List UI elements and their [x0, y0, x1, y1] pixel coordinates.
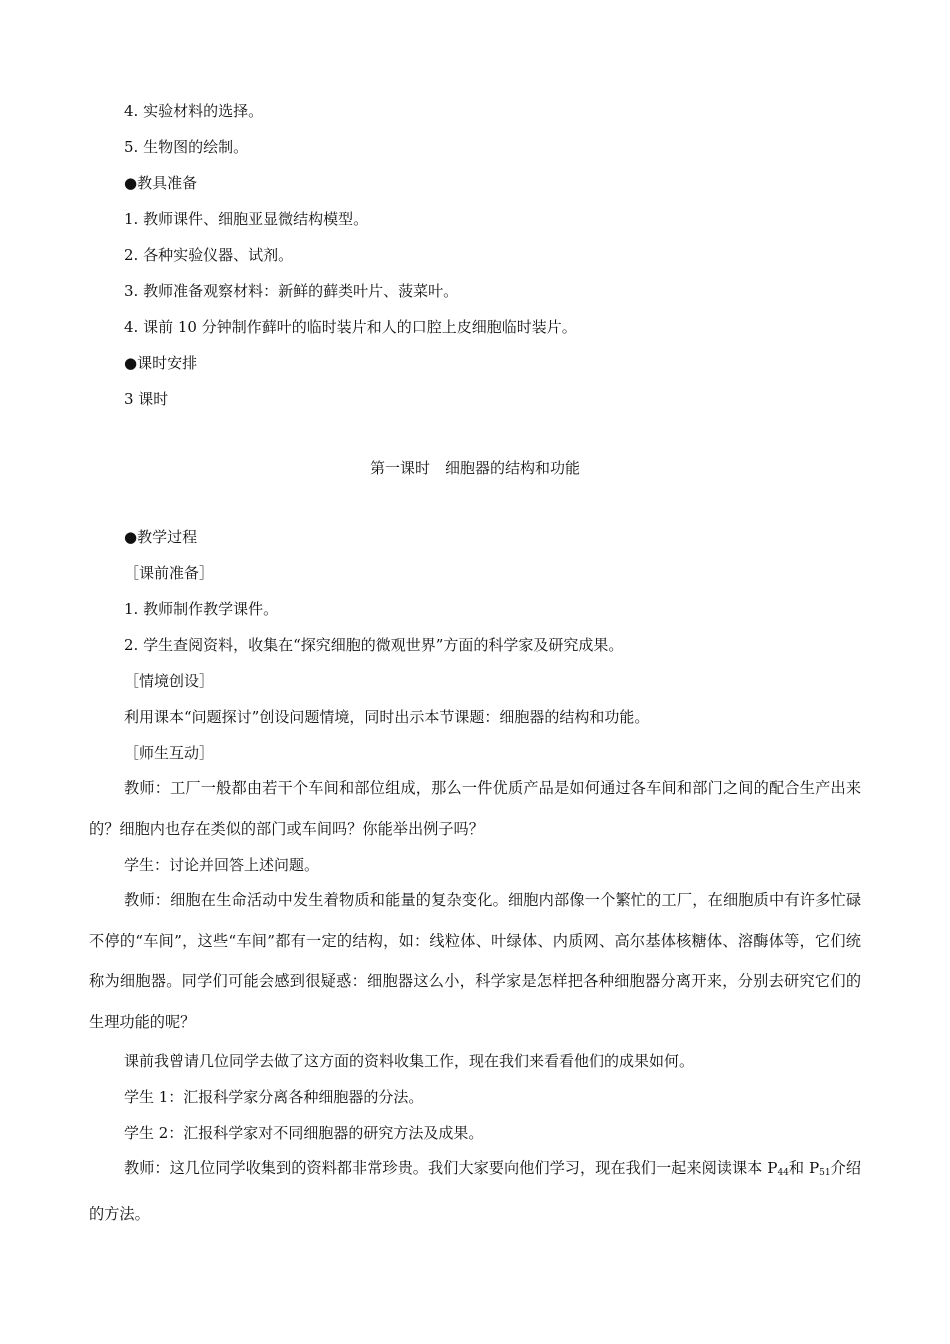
section-heading: ●教具准备: [124, 174, 198, 192]
paragraph: 学生 2：汇报科学家对不同细胞器的研究方法及成果。: [124, 1124, 484, 1142]
paragraph: 学生：讨论并回答上述问题。: [124, 856, 320, 874]
section-heading: ●教学过程: [124, 528, 198, 546]
paragraph-text: 和 P: [788, 1159, 820, 1177]
paragraph: 教师：工厂一般都由若干个车间和部位组成，那么一件优质产品是如何通过各车间和部门之间的配合生产出来的？细胞内也存在类似的部门或车间吗？你能举出例子吗？: [89, 779, 861, 838]
list-item: 3. 教师准备观察材料：新鲜的藓类叶片、菠菜叶。: [124, 282, 459, 300]
list-item: 2. 学生查阅资料，收集在“探究细胞的微观世界”方面的科学家及研究成果。: [124, 636, 624, 654]
subsection-heading: ［情境创设］: [124, 672, 215, 690]
list-item: 2. 各种实验仪器、试剂。: [124, 246, 294, 264]
page-ref-subscript: 51: [819, 1168, 831, 1178]
paragraph: 学生 1：汇报科学家分离各种细胞器的分法。: [124, 1088, 424, 1106]
paragraph: [89, 1148, 861, 1234]
paragraph-text: 介绍的方法。: [89, 1159, 862, 1223]
section-heading: ●课时安排: [124, 354, 198, 372]
page-title: 第一课时 细胞器的结构和功能: [369, 459, 580, 477]
paragraph: 利用课本“问题探讨”创设问题情境，同时出示本节课题：细胞器的结构和功能。: [124, 708, 650, 726]
paragraph: 课前我曾请几位同学去做了这方面的资料收集工作，现在我们来看看他们的成果如何。: [124, 1052, 695, 1070]
list-item: 4. 课前 10 分钟制作藓叶的临时装片和人的口腔上皮细胞临时装片。: [124, 318, 577, 336]
page-ref-subscript: 44: [777, 1168, 789, 1178]
subsection-heading: ［课前准备］: [124, 564, 215, 582]
list-item: 1. 教师课件、细胞亚显微结构模型。: [124, 210, 369, 228]
list-item: 1. 教师制作教学课件。: [124, 600, 279, 618]
paragraph: 3 课时: [124, 390, 169, 408]
list-item: 5. 生物图的绘制。: [124, 138, 249, 156]
list-item: 4. 实验材料的选择。: [124, 102, 264, 120]
paragraph-text: 教师：这几位同学收集到的资料都非常珍贵。我们大家要向他们学习，现在我们一起来阅读课本 P: [124, 1159, 778, 1177]
paragraph: 教师：细胞在生命活动中发生着物质和能量的复杂变化。细胞内部像一个繁忙的工厂，在细胞质中有许多忙碌不停的“车间”，这些“车间”都有一定的结构，如：线粒体、叶绿体、内质网、高尔基体核糖体、溶酶体等，它们统称为细胞器。同学们可能会感到很疑惑：细胞器这么小，科学家是怎样把各种细胞器分离开来，分别去研究它们的生理功能的呢？: [89, 891, 861, 1031]
subsection-heading: ［师生互动］: [124, 744, 215, 762]
